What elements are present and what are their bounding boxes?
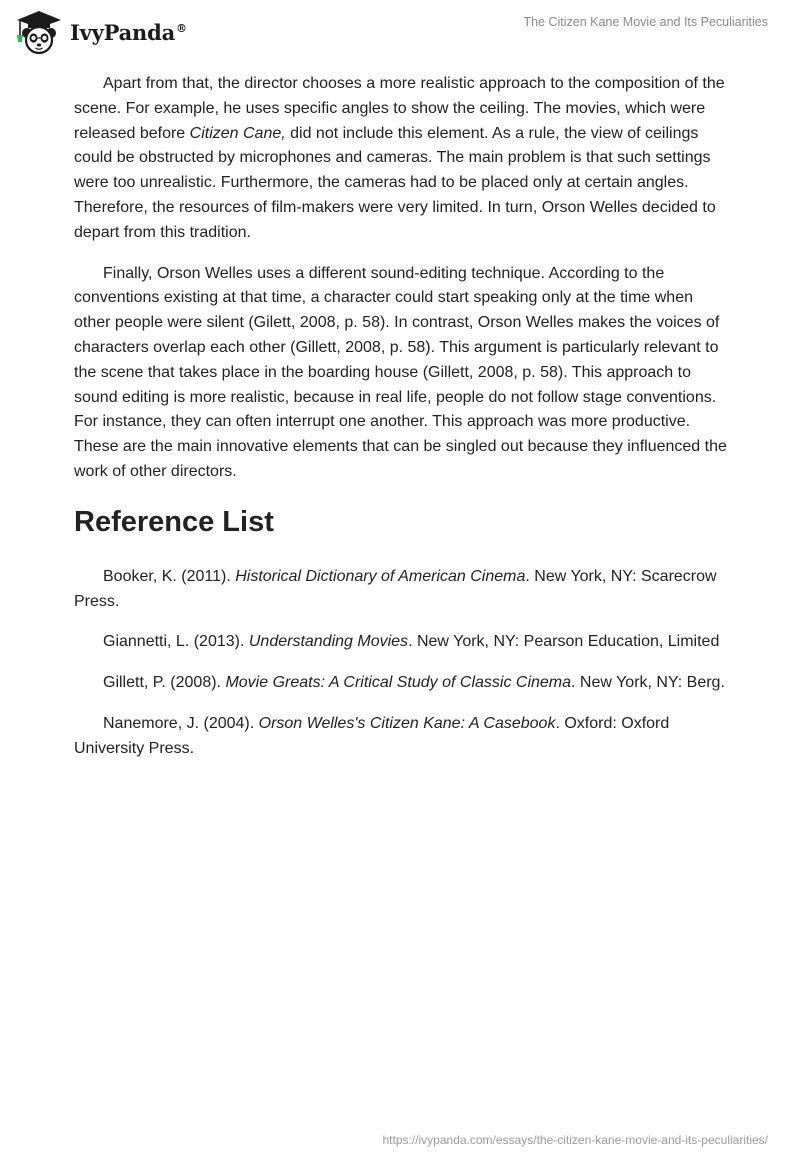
- reference-item: Giannetti, L. (2013). Understanding Movies. New York, NY: Pearson Education, Limited: [103, 633, 720, 651]
- essay-content: [74, 72, 730, 778]
- body-paragraph-2: Finally, Orson Welles uses a different sound-editing technique. According to the conventions existing at that time, a character could start speaking only at the time when other people were silent (Gilett, 2008, p. 58). In contrast, Orson Welles makes the voices of characters overlap each other (Gillett, 2008, p. 58). This argument is particularly relevant to the scene that takes place in the boarding house (Gillett, 2008, p. 58). This approach to sound editing is more realistic, because in real life, people do not follow stage conventions. For instance, they can often interrupt one another. This approach was more productive. These are the main innovative elements that can be singled out because they influenced the work of other directors.: [74, 264, 727, 480]
- reference-item: Booker, K. (2011). Historical Dictionary of American Cinema. New York, NY: Scarecrow Press.: [74, 567, 717, 610]
- film-title-emphasis: Citizen Cane,: [189, 124, 286, 142]
- ivypanda-logo[interactable]: [14, 9, 187, 55]
- source-url-link[interactable]: https://ivypanda.com/essays/the-citizen-kane-movie-and-its-peculiarities/: [382, 1133, 768, 1147]
- document-title: The Citizen Kane Movie and Its Peculiarities: [523, 15, 768, 29]
- registered-mark: ®: [176, 21, 187, 35]
- logo-text: IvyPanda®: [70, 19, 187, 45]
- body-paragraph-1: Apart from that, the director chooses a more realistic approach to the composition of the scene. For example, he uses specific angles to show the ceiling. The movies, which were released before Citizen Cane, did not include this element. As a rule, the view of ceilings could be obstructed by microphones and cameras. The main problem is that such settings were too unrealistic. Furthermore, the cameras had to be placed only at certain angles. Therefore, the resources of film-makers were very limited. In turn, Orson Welles decided to depart from this tradition.: [74, 75, 725, 241]
- reference-item: Nanemore, J. (2004). Orson Welles's Citizen Kane: A Casebook. Oxford: Oxford University Press.: [74, 714, 670, 757]
- reference-list-heading: Reference List: [74, 505, 274, 538]
- reference-item: Gillett, P. (2008). Movie Greats: A Critical Study of Classic Cinema. New York, NY: Berg.: [103, 674, 725, 692]
- panda-graduate-icon: [14, 9, 64, 55]
- page-header: [0, 0, 800, 60]
